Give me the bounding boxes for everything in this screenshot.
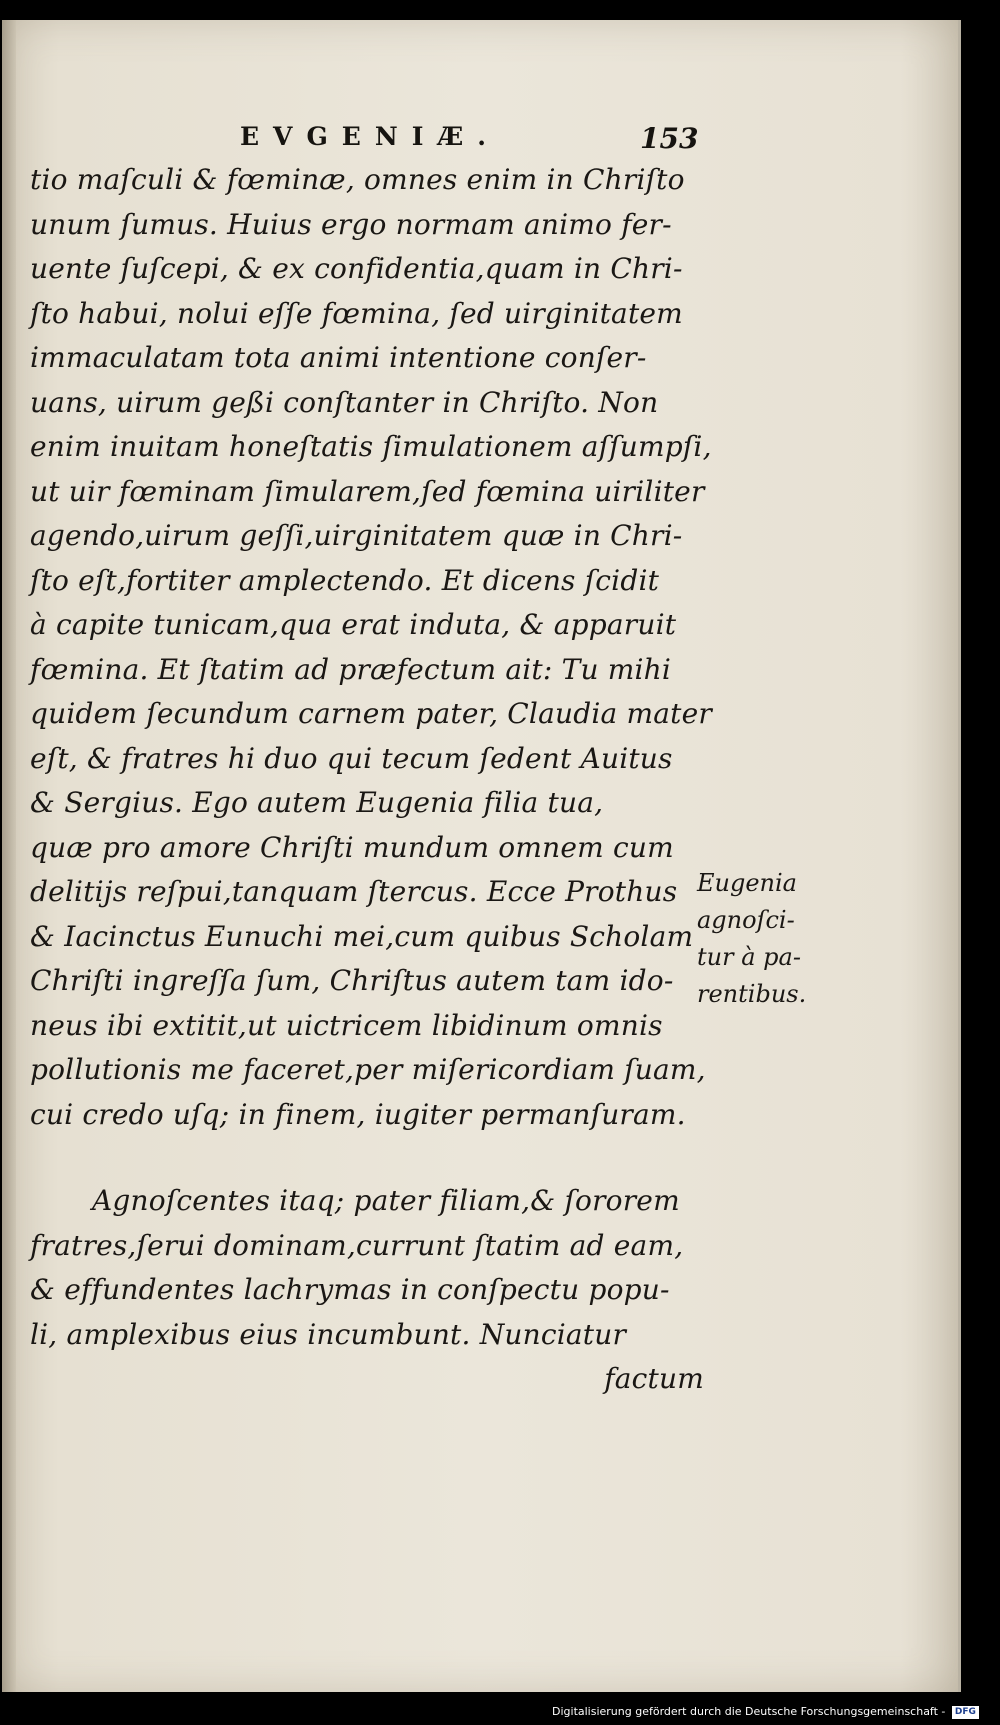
marginal-note-line: tur à pa- [697,943,801,971]
text-line: & effundentes lachrymas in conſpectu popu- [30,1273,670,1306]
text-line: delitijs reſpui,tanquam ſtercus. Ecce Prothus [30,875,678,908]
text-line: immaculatam tota animi intentione conſer- [30,341,647,374]
text-line: uans, uirum geßi conſtanter in Chriſto. Non [30,385,659,419]
main-text [30,158,720,1402]
text-line: & Iacinctus Eunuchi mei,cum quibus Scholam [30,919,694,953]
text-line: cui credo uſq; in finem, iugiter permanſuram. [30,1097,686,1131]
text-line: enim inuitam honeſtatis ſimulationem aſſumpſi, [30,430,712,463]
text-line: & Sergius. Ego autem Eugenia filia tua, [30,786,604,819]
dfg-logo-icon: DFG [952,1706,979,1719]
credit-text: Digitalisierung gefördert durch die Deutsche Forschungsgemeinschaft - [552,1705,946,1718]
text-line: quæ pro amore Chriſti mundum omnem cum [30,830,674,864]
text-line: tio maſculi & fœminæ, omnes enim in Chriſto [30,163,685,196]
text-line: li, amplexibus eius incumbunt. Nunciatur [30,1317,627,1351]
text-line: à capite tunicam,qua erat induta, & apparuit [30,608,677,641]
catchword: factum [604,1362,704,1395]
text-line: fœmina. Et ſtatim ad præfectum ait: Tu mihi [30,652,672,686]
marginal-note-line: rentibus. [697,980,807,1008]
text-line: neus ibi extitit,ut uictricem libidinum omnis [30,1008,663,1042]
text-line: Chriſti ingreſſa ſum, Chriſtus autem tam ido- [30,964,674,997]
page-number: 153 [640,122,699,155]
text-line: fratres,ſerui dominam,currunt ſtatim ad eam, [30,1228,684,1262]
text-line: pollutionis me faceret,per miſericordiam ſuam, [30,1053,706,1086]
marginal-note-line: Eugenia [697,869,797,897]
digitization-credit [552,1703,976,1721]
paragraph-break [30,1137,720,1179]
running-head: EVGENIÆ. [240,122,500,151]
text-line: eſt, & fratres hi duo qui tecum ſedent Auitus [30,741,673,775]
marginal-note [697,865,847,1013]
page-gutter-shadow [2,20,16,1692]
text-line: ut uir fœminam ſimularem,ſed fœmina uiriliter [30,474,705,508]
text-line: agendo,uirum geſſi,uirginitatem quæ in Chri- [30,519,683,552]
text-line: uente ſuſcepi, & ex confidentia,quam in Chri- [30,252,683,285]
text-line: unum ſumus. Huius ergo normam animo fer- [30,207,672,241]
text-line: Agnoſcentes itaq; pater filiam,& ſororem [92,1184,680,1217]
text-line: ſto eſt,fortiter amplectendo. Et dicens ſcidit [30,563,660,597]
text-line: ſto habui, nolui eſſe fœmina, ſed uirginitatem [30,296,683,330]
text-line: quidem ſecundum carnem pater, Claudia mater [30,697,712,730]
marginal-note-line: agnoſci- [697,906,795,934]
